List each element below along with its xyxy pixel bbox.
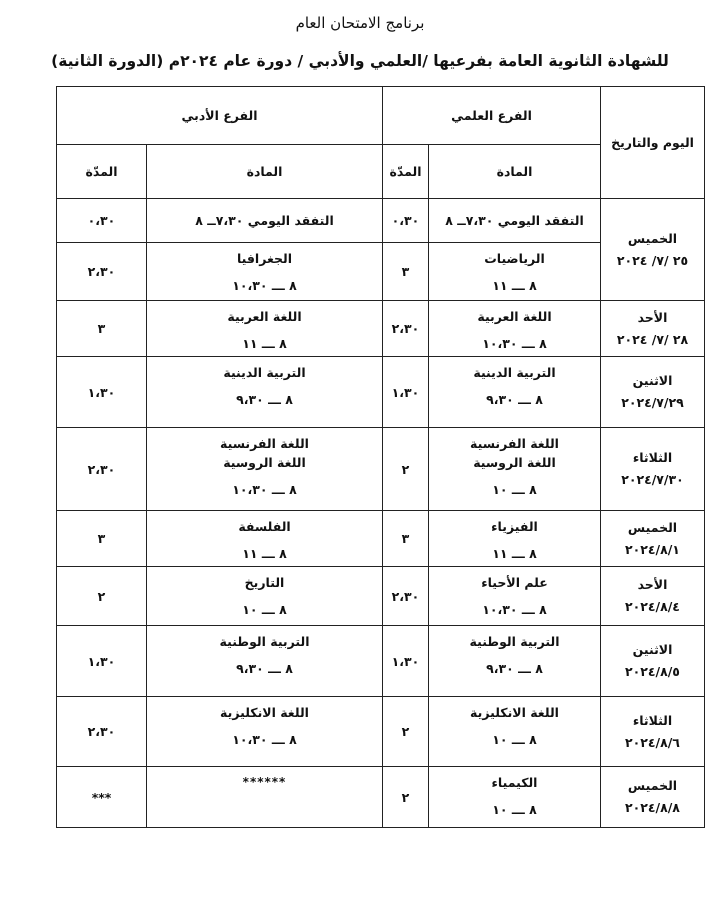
lit-duration: ٢،٣٠ (57, 243, 147, 301)
lit-exam-time: ٨ ـــ ١١ (242, 546, 287, 561)
attendance-check-row (57, 199, 705, 243)
lit-subject-cell (147, 697, 383, 767)
day-name: الأحد (637, 577, 668, 592)
day-date-cell (601, 567, 705, 626)
exam-date: ٢٠٢٤/٨/١ (625, 541, 680, 557)
sci-duration-header: المدّة (383, 145, 429, 199)
day-name: الثلاثاء (632, 450, 673, 465)
lit-subject-name: الجغرافيا (236, 251, 293, 266)
table-row (57, 567, 705, 626)
day-date-cell (601, 357, 705, 428)
day-name: الثلاثاء (632, 712, 673, 728)
lit-attendance-duration: ٠،٣٠ (57, 199, 147, 243)
sci-duration: ٢ (383, 767, 429, 828)
table-row (57, 767, 705, 828)
lit-duration: ١،٣٠ (57, 357, 147, 428)
lit-subject-cell (147, 243, 383, 301)
day-date-cell (601, 767, 705, 828)
lit-attendance-note: التفقد اليومي ٧،٣٠ــ ٨ (147, 199, 383, 243)
day-name: الخميس (627, 519, 678, 535)
sci-attendance-duration: ٠،٣٠ (383, 199, 429, 243)
lit-subject-cell (147, 301, 383, 357)
lit-subject-cell (147, 511, 383, 567)
table-row (57, 428, 705, 511)
day-date-cell (601, 301, 705, 357)
sci-exam-time: ٨ ـــ ١٠ (492, 482, 537, 497)
day-date-cell (601, 428, 705, 511)
sci-attendance-note: التفقد اليومي ٧،٣٠ــ ٨ (429, 199, 601, 243)
lit-subject-cell (147, 428, 383, 511)
sci-exam-time: ٨ ـــ ١٠،٣٠ (482, 602, 547, 617)
sci-duration: ١،٣٠ (383, 626, 429, 697)
lit-subject-name: التربية الدينية (223, 365, 306, 380)
lit-exam-time: ٨ ـــ ١٠،٣٠ (232, 278, 297, 293)
table-row (57, 357, 705, 428)
sci-subject-name: الرياضيات (484, 251, 545, 266)
sci-duration: ٣ (383, 243, 429, 301)
lit-subject-name: اللغة الفرنسية اللغة الروسية (220, 436, 309, 470)
day-name: الخميس (627, 778, 678, 793)
sci-duration: ٢،٣٠ (383, 567, 429, 626)
sci-duration: ٣ (383, 511, 429, 567)
exam-date: ٢٥ /٧/ ٢٠٢٤ (616, 252, 689, 268)
lit-subject-cell (147, 357, 383, 428)
sci-subject-cell (429, 767, 601, 828)
exam-date: ٢٠٢٤/٨/٨ (625, 800, 680, 815)
table-row (57, 697, 705, 767)
sci-exam-time: ٨ ـــ ١٠ (492, 802, 537, 817)
sci-subject-name: اللغة الانكليزية (470, 705, 559, 720)
day-date-cell (601, 199, 705, 301)
lit-subject-name: الفلسفة (238, 519, 291, 534)
sci-duration: ٢ (383, 428, 429, 511)
sci-subject-name: اللغة الفرنسية اللغة الروسية (470, 436, 559, 470)
sci-duration: ٢،٣٠ (383, 301, 429, 357)
exam-date: ٢٠٢٤/٧/٢٩ (621, 395, 684, 410)
lit-exam-time: ٨ ـــ ١٠،٣٠ (232, 732, 297, 747)
sci-subject-cell (429, 697, 601, 767)
sci-subject-cell (429, 626, 601, 697)
table-row (57, 626, 705, 697)
lit-subject-cell (147, 626, 383, 697)
lit-duration-header: المدّة (57, 145, 147, 199)
lit-exam-time: ٨ ـــ ٩،٣٠ (236, 392, 293, 407)
lit-subject-name: التاريخ (244, 575, 285, 590)
page-title: برنامج الامتحان العام (295, 14, 425, 32)
day-date-cell (601, 626, 705, 697)
sci-exam-time: ٨ ـــ ١١ (492, 278, 537, 293)
day-name: الأحد (637, 309, 668, 325)
table-row (57, 511, 705, 567)
lit-duration: ٣ (57, 511, 147, 567)
day-name: الخميس (627, 230, 678, 246)
sci-subject-name: اللغة العربية (477, 309, 552, 324)
sci-subject-header: المادة (429, 145, 601, 199)
lit-exam-time (147, 792, 382, 802)
sci-exam-time: ٨ ـــ ١١ (492, 546, 537, 561)
scientific-branch-header: الفرع العلمي (383, 87, 601, 145)
exam-date: ٢٠٢٤/٨/٦ (625, 734, 680, 750)
lit-subject-name: اللغة الانكليزية (220, 705, 309, 720)
sci-subject-cell (429, 301, 601, 357)
lit-duration: ٢،٣٠ (57, 697, 147, 767)
lit-subject-name: التربية الوطنية (219, 634, 310, 649)
lit-duration: *** (57, 767, 147, 828)
exam-date: ٢٨ /٧/ ٢٠٢٤ (616, 331, 689, 347)
lit-duration: ٢ (57, 567, 147, 626)
lit-exam-time: ٨ ـــ ٩،٣٠ (236, 661, 293, 676)
sci-subject-name: التربية الدينية (473, 365, 556, 380)
lit-subject-header: المادة (147, 145, 383, 199)
literary-branch-header: الفرع الأدبي (57, 87, 383, 145)
sci-exam-time: ٨ ـــ ١٠،٣٠ (482, 336, 547, 351)
lit-duration: ٣ (57, 301, 147, 357)
sci-duration: ٢ (383, 697, 429, 767)
schedule-rows (57, 199, 705, 828)
exam-date: ٢٠٢٤/٧/٣٠ (621, 472, 684, 487)
sci-exam-time: ٨ ـــ ٩،٣٠ (486, 661, 543, 676)
sci-subject-cell (429, 357, 601, 428)
day-name: الاثنين (632, 642, 673, 657)
sci-subject-name: الفيزياء (491, 519, 538, 534)
exam-schedule-table (56, 86, 705, 828)
lit-subject-cell (147, 767, 383, 828)
sci-subject-cell (429, 243, 601, 301)
table-row (57, 301, 705, 357)
day-date-cell (601, 697, 705, 767)
page-subtitle: للشهادة الثانوية العامة بفرعيها /العلمي والأدبي / دورة عام ٢٠٢٤م (الدورة الثانية) (51, 52, 669, 70)
sci-subject-cell (429, 511, 601, 567)
sci-exam-time: ٨ ـــ ٩،٣٠ (486, 392, 543, 407)
sci-exam-time: ٨ ـــ ١٠ (492, 732, 537, 747)
sci-subject-cell (429, 567, 601, 626)
lit-subject-name: ****** (242, 775, 287, 789)
lit-duration: ٢،٣٠ (57, 428, 147, 511)
lit-duration: ١،٣٠ (57, 626, 147, 697)
sci-subject-cell (429, 428, 601, 511)
day-name: الاثنين (632, 373, 673, 388)
lit-subject-cell (147, 567, 383, 626)
lit-exam-time: ٨ ـــ ١٠،٣٠ (232, 482, 297, 497)
sci-subject-name: التربية الوطنية (469, 634, 560, 649)
day-date-header: اليوم والتاريخ (601, 87, 705, 199)
day-date-cell (601, 511, 705, 567)
sci-subject-name: علم الأحياء (481, 575, 548, 590)
sci-subject-name: الكيمياء (491, 775, 538, 790)
lit-exam-time: ٨ ـــ ١١ (242, 336, 287, 351)
sci-duration: ١،٣٠ (383, 357, 429, 428)
exam-date: ٢٠٢٤/٨/٥ (625, 664, 680, 679)
lit-subject-name: اللغة العربية (227, 309, 302, 324)
lit-exam-time: ٨ ـــ ١٠ (242, 602, 287, 617)
exam-date: ٢٠٢٤/٨/٤ (625, 599, 680, 614)
